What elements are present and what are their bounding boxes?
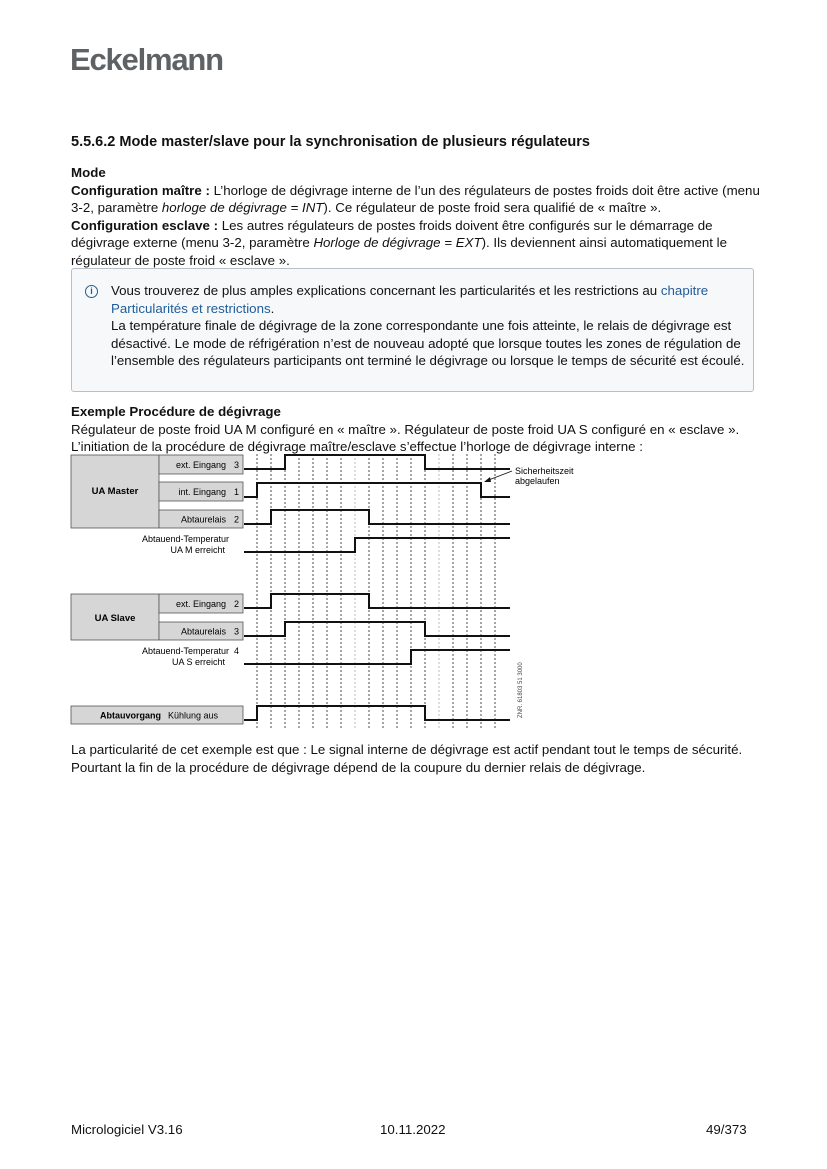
master-text: L’horloge de dégivrage interne de l’un des régulateurs de postes froids doit être active (menu 3-2, paramètre — [71, 182, 760, 216]
signal-label: Abtaurelais — [180, 514, 226, 525]
slave-label: Configuration esclave : — [71, 217, 219, 233]
info-icon: i — [85, 285, 98, 298]
reference-code: ZNR. 61803 51 3000 — [518, 662, 524, 718]
signal-number: 2 — [234, 599, 240, 609]
signal-waveform — [244, 483, 510, 497]
signal-label: Abtaurelais — [180, 626, 226, 637]
signal-number: 1 — [234, 487, 240, 497]
signal-number: 3 — [234, 460, 240, 470]
section-title: 5.5.6.2 Mode master/slave pour la synchronisation de plusieurs régulateurs — [71, 134, 590, 150]
signal-waveform — [244, 622, 510, 636]
conclusion-text: La particularité de cet exemple est que : Le signal interne de dégivrage est actif pendant tout le temps de sécurité. Pourtant la fin de la procédure de dégivrage dépend de la coupure du dernier relais de dégivrage. — [71, 742, 743, 775]
example-heading: Exemple Procédure de dégivrage — [71, 404, 281, 419]
footer-date: 10.11.2022 — [380, 1122, 446, 1137]
example-text: Régulateur de poste froid UA M configuré en « maître ». Régulateur de poste froid UA S configuré en « esclave ». L’initiation de la procédure de dégivrage maître/esclave s’effectue l’horloge de dégivrage interne : — [71, 421, 740, 455]
signal-label-secondary: UA M erreicht — [170, 545, 225, 555]
signal-waveform — [244, 706, 510, 720]
arrow-head-icon — [484, 477, 491, 482]
signal-label-secondary: UA S erreicht — [171, 657, 225, 667]
signal-waveform — [244, 594, 510, 608]
ua-master-label: UA Master — [91, 486, 139, 497]
annotation-text: abgelaufen — [515, 476, 560, 486]
signal-label-secondary: Kühlung aus — [168, 710, 219, 721]
signal-number: 2 — [234, 514, 240, 525]
signal-label: ext. Eingang — [175, 460, 226, 470]
signal-label: Abtauvorgang — [100, 710, 162, 721]
chapter-link[interactable]: chapitre Particularités et restrictions — [111, 283, 709, 316]
signal-label: int. Eingang — [178, 487, 226, 497]
signal-label: ext. Eingang — [175, 599, 226, 609]
note-text-2: La température finale de dégivrage de la zone correspondante une fois atteinte, le relais de dégivrage est désactivé. Le mode de réfrigération n’est de nouveau adopté que lorsque toutes les zones de régulation de l’ensemble des régulateurs participants ont terminé le dégivrage ou lorsque le temps de sécurité est écoulé. — [111, 318, 745, 369]
master-label: Configuration maître : — [71, 182, 210, 198]
slave-text: Les autres régulateurs de postes froids doivent être configurés sur le démarrage de dégivrage externe (menu 3-2, paramètre — [71, 217, 713, 251]
note-period: . — [270, 300, 275, 316]
signal-label: Abtauend-Temperatur — [141, 534, 229, 544]
footer-page: 49/373 — [706, 1122, 747, 1137]
signal-waveform — [244, 650, 510, 664]
master-param: horloge de dégivrage = INT — [161, 200, 324, 216]
signal-waveform — [244, 538, 510, 552]
footer-version: Micrologiciel V3.16 — [71, 1122, 183, 1137]
signal-waveform — [244, 455, 510, 469]
slave-param: Horloge de dégivrage = EXT — [313, 235, 482, 251]
signal-waveform — [244, 510, 510, 524]
mode-heading: Mode — [71, 165, 106, 180]
signal-number: 3 — [234, 626, 240, 637]
signal-number: 4 — [234, 646, 240, 656]
ua-slave-label: UA Slave — [94, 613, 136, 624]
slave-text-end: ). Ils deviennent ainsi automatiquement le régulateur de poste froid « esclave ». — [71, 235, 728, 268]
signal-label: Abtauend-Temperatur — [141, 646, 229, 656]
note-text: Vous trouverez de plus amples explications concernant les particularités et les restrictions au — [111, 283, 661, 298]
eckelmann-logo: Eckelmann — [70, 42, 223, 77]
master-text-end: ). Ce régulateur de poste froid sera qualifié de « maître ». — [323, 200, 662, 216]
annotation-text: Sicherheitszeit — [515, 466, 574, 476]
